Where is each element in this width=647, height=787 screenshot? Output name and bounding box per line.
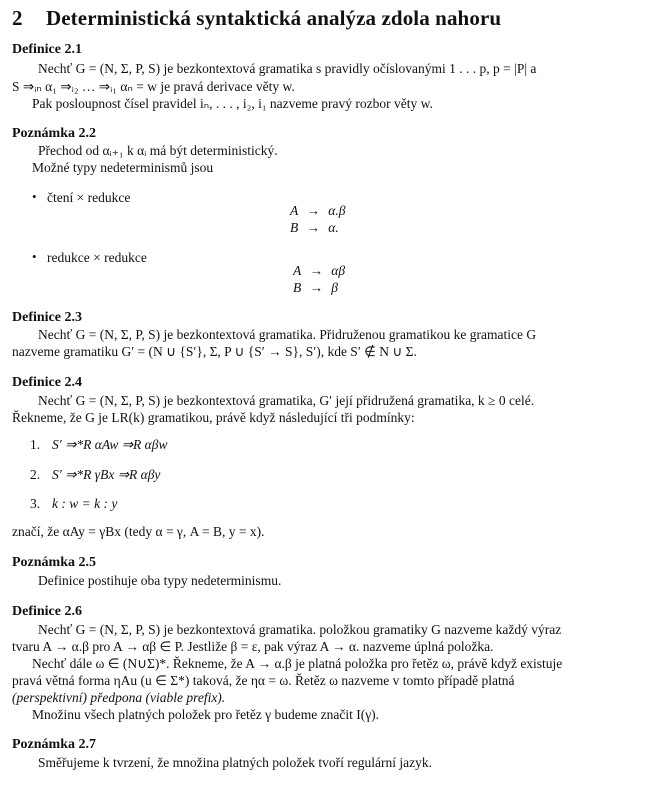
- rule-1a: [290, 203, 345, 219]
- bullet-dot: •: [32, 189, 37, 204]
- definition-2-4-line-2: Řekneme, že G je LR(k) gramatikou, právě když následující tři podmínky:: [12, 410, 415, 425]
- note-2-5-line-1: Definice postihuje oba typy nedeterminismu.: [38, 573, 282, 588]
- definition-2-6-header: Definice 2.6: [12, 604, 82, 619]
- definition-2-6-line-1: Nechť G = (N, Σ, P, S) je bezkontextová gramatika. položkou gramatiky G nazveme každý výraz: [38, 622, 562, 637]
- definition-2-1-line-2: S ⇒ᵢₙ α₁ ⇒ᵢ₂ … ⇒ᵢ₁ αₙ = w je pravá derivace věty w.: [12, 79, 295, 94]
- condition-2: [30, 467, 160, 483]
- definition-2-6-line-6: Množinu všech platných položek pro řetěz γ budeme značit I(γ).: [32, 707, 380, 722]
- rule-rhs: β: [331, 280, 338, 295]
- condition-3: [30, 496, 117, 512]
- definition-2-4-conclusion: značí, že αAy = γBx (tedy α = γ, A = B, y = x).: [12, 524, 265, 539]
- condition-number: 1.: [30, 437, 41, 452]
- definition-2-3-line-2: nazveme gramatiku G′ = (N ∪ {S′}, Σ, P ∪ {S′ → S}, S′), kde S′ ∉ N ∪ Σ.: [12, 344, 417, 359]
- section-number: 2: [12, 6, 23, 30]
- definition-2-4-header: Definice 2.4: [12, 375, 82, 390]
- note-2-7-header: Poznámka 2.7: [12, 737, 96, 752]
- arrow-icon: →: [306, 203, 320, 218]
- arrow-icon: →: [309, 263, 323, 278]
- arrow-icon: →: [306, 220, 320, 235]
- rule-1b: [290, 220, 339, 236]
- condition-text: k : w = k : y: [52, 496, 118, 511]
- rule-lhs: B: [293, 280, 302, 295]
- condition-text: S′ ⇒*R γBx ⇒R αβy: [52, 467, 161, 482]
- condition-number: 3.: [30, 496, 41, 511]
- bullet-2-label: redukce × redukce: [47, 250, 147, 265]
- rule-lhs: A: [290, 203, 299, 218]
- definition-2-6-line-5: (perspektivní) předpona (viable prefix).: [12, 690, 226, 705]
- rule-rhs: α.β: [328, 203, 346, 218]
- definition-2-3-line-1: Nechť G = (N, Σ, P, S) je bezkontextová gramatika. Přidruženou gramatikou ke gramatice G: [38, 327, 537, 342]
- rule-rhs: αβ: [331, 263, 346, 278]
- definition-2-3-header: Definice 2.3: [12, 310, 82, 325]
- definition-2-6-line-3: Nechť dále ω ∈ (N∪Σ)*. Řekneme, že A → α.β je platná položka pro řetěz ω, právě když existuje: [32, 656, 563, 671]
- bullet-dot: •: [32, 249, 37, 264]
- note-2-2-header: Poznámka 2.2: [12, 126, 96, 141]
- rule-lhs: A: [293, 263, 302, 278]
- definition-2-6-line-4: pravá větná forma ηAu (u ∈ Σ*) taková, že ηα = ω. Řetěz ω nazveme v tomto případě platná: [12, 673, 515, 688]
- section-heading: Deterministická syntaktická analýza zdola nahoru: [46, 6, 502, 30]
- definition-2-4-line-1: Nechť G = (N, Σ, P, S) je bezkontextová gramatika, G′ její přidružená gramatika, k ≥ 0 celé.: [38, 393, 535, 408]
- rule-rhs: α.: [328, 220, 339, 235]
- definition-2-1-header: Definice 2.1: [12, 42, 82, 57]
- note-2-2-line-1: Přechod od αᵢ₊₁ k αᵢ má být deterministický.: [38, 143, 278, 158]
- note-2-5-header: Poznámka 2.5: [12, 555, 96, 570]
- condition-number: 2.: [30, 467, 41, 482]
- definition-2-6-line-2: tvaru A → α.β pro A → αβ ∈ P. Jestliže β = ε, pak výraz A → α. nazveme úplná položka.: [12, 639, 494, 654]
- bullet-1-label: čtení × redukce: [47, 190, 131, 205]
- condition-1: [30, 437, 167, 453]
- rule-2a: [293, 263, 345, 279]
- rule-2b: [293, 280, 338, 296]
- note-2-7-line-1: Směřujeme k tvrzení, že množina platných položek tvoří regulární jazyk.: [38, 755, 432, 770]
- arrow-icon: →: [309, 280, 323, 295]
- condition-text: S′ ⇒*R αAw ⇒R αβw: [52, 437, 168, 452]
- rule-lhs: B: [290, 220, 299, 235]
- definition-2-1-line-3: Pak posloupnost čísel pravidel iₙ, . . . , i₂, i₁ nazveme pravý rozbor věty w.: [32, 96, 433, 111]
- definition-2-1-line-1: Nechť G = (N, Σ, P, S) je bezkontextová gramatika s pravidly očíslovanými 1 . . . p, p = |P| a: [38, 61, 537, 76]
- section-title: [12, 6, 501, 31]
- note-2-2-line-2: Možné typy nedeterminismů jsou: [32, 160, 214, 175]
